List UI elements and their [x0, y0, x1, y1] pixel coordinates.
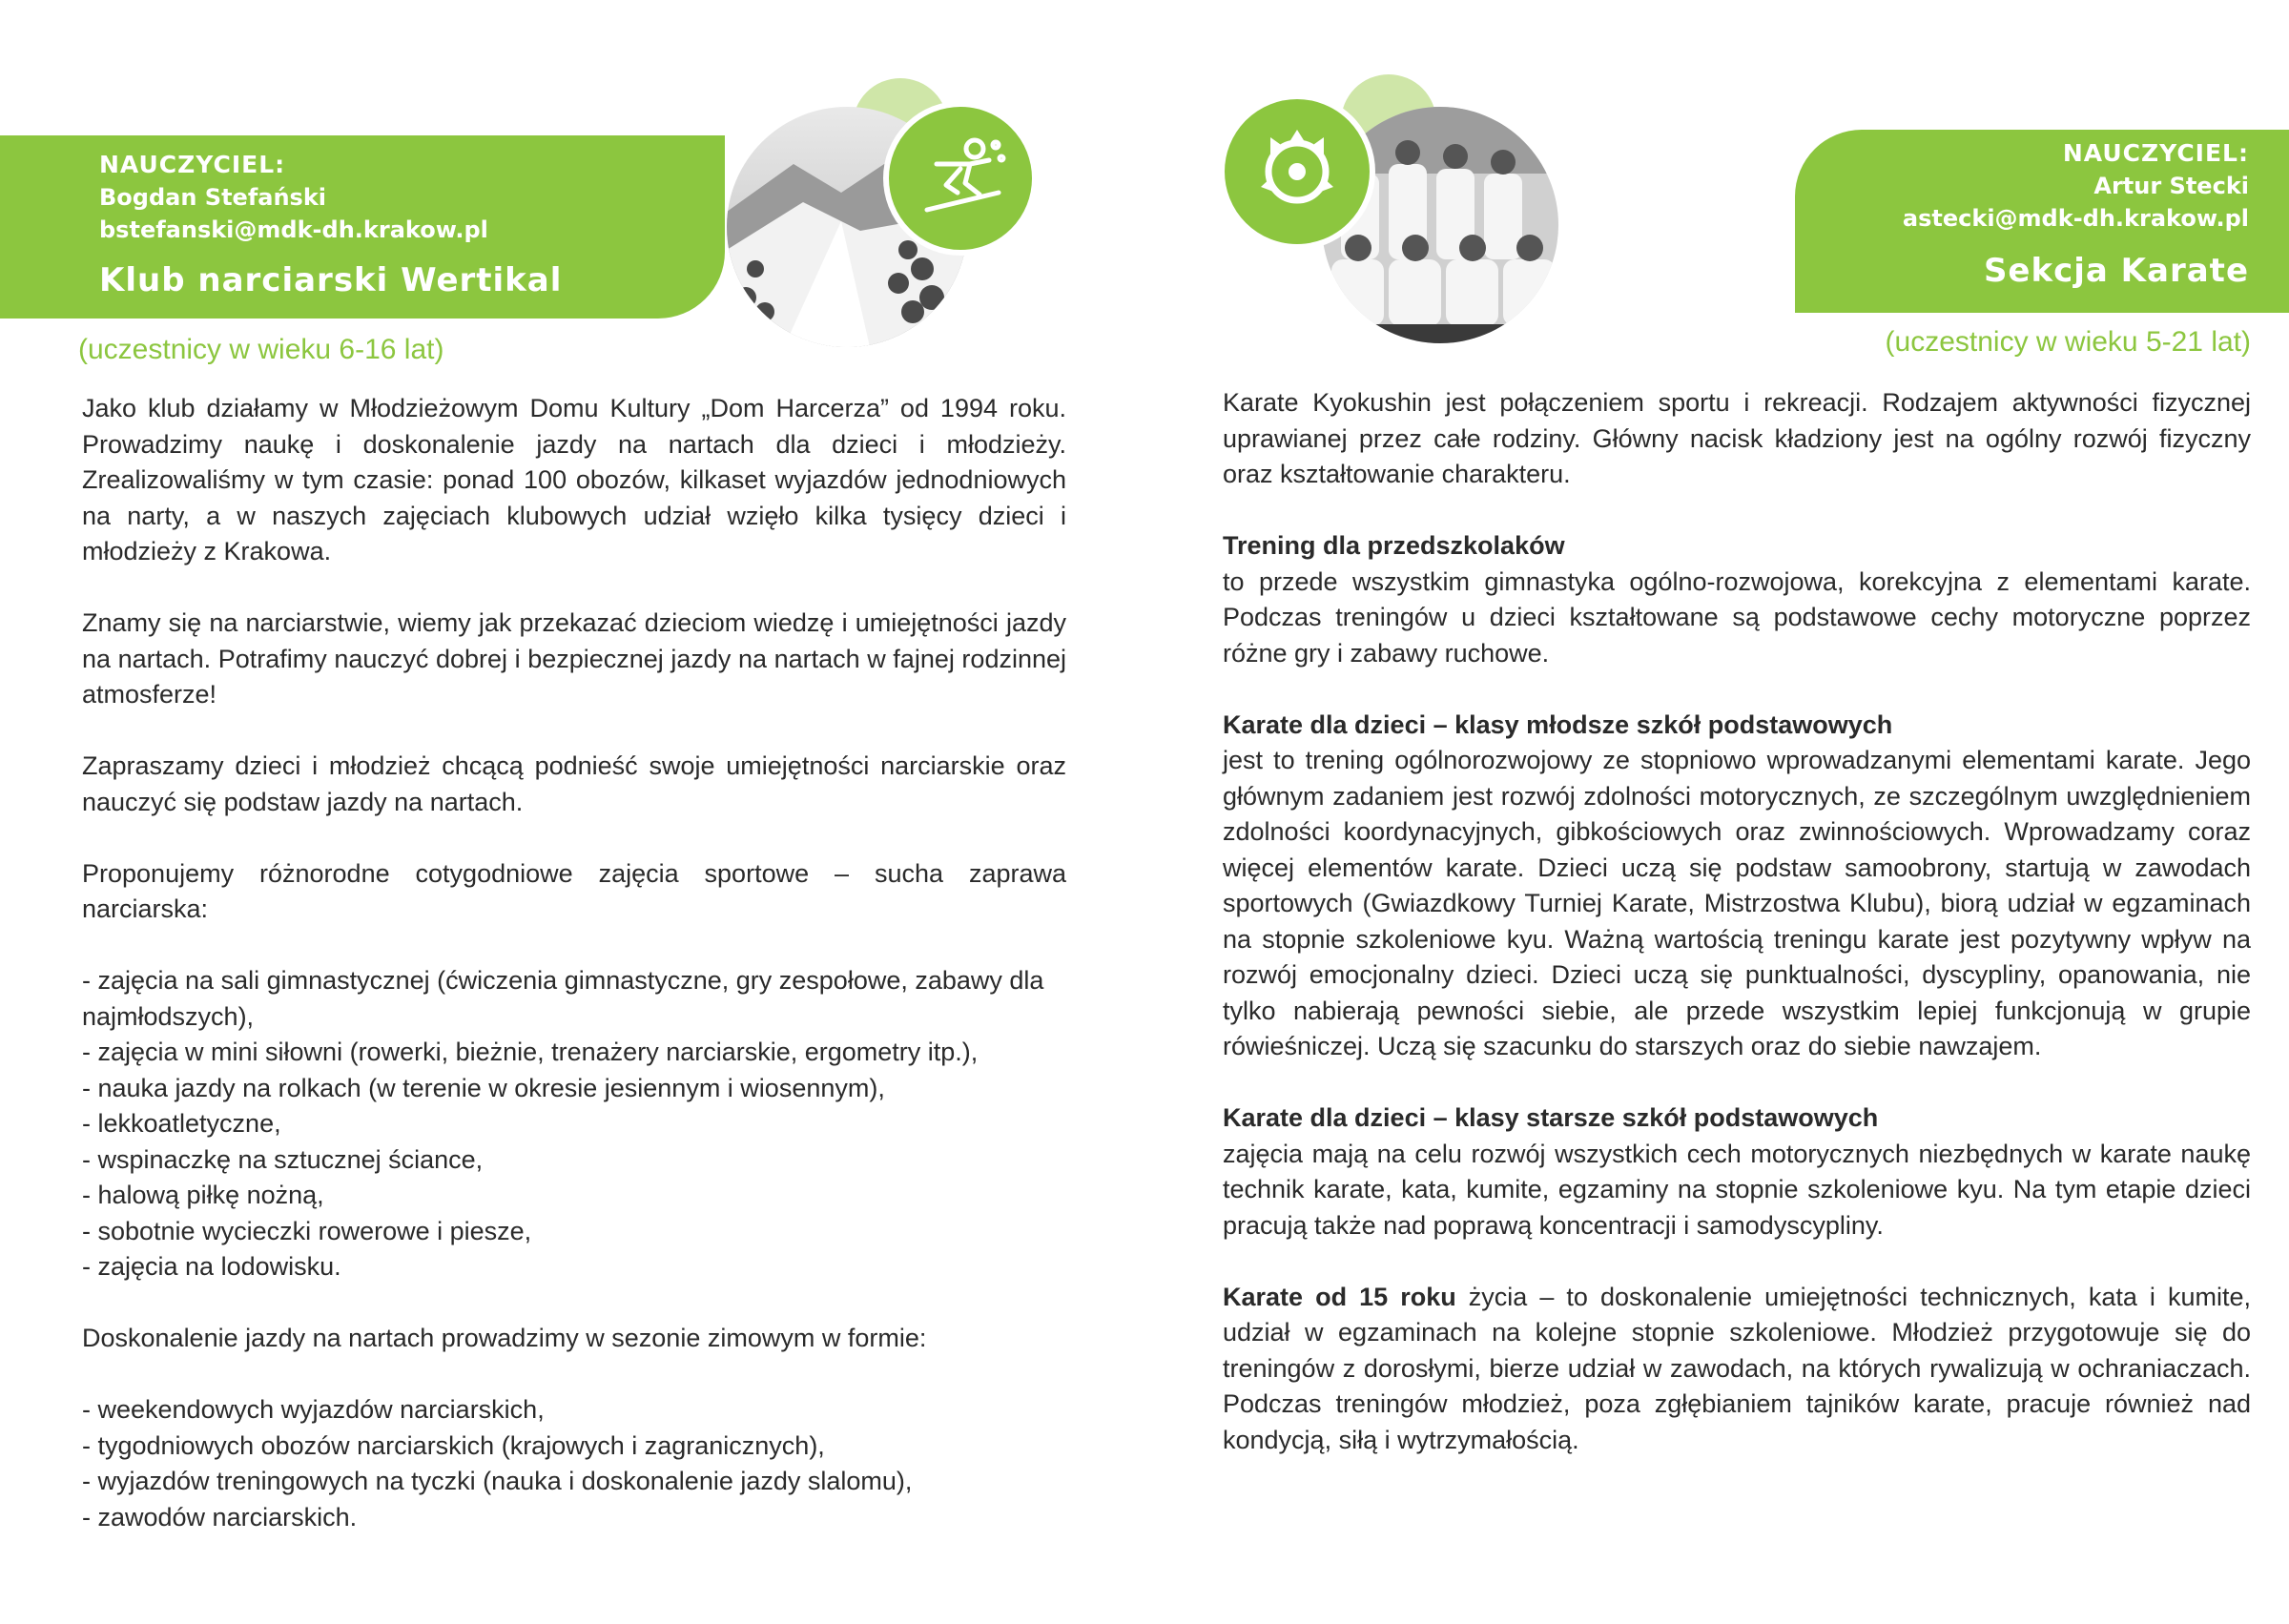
- paragraph: Jako klub działamy w Młodzieżowym Domu Kultury „Dom Harcerza” od 1994 roku. Prowadzimy naukę i doskonalenie jazdy na nartach dla dzieci i młodzieży. Zrealizowaliśmy w tym czasie: ponad 100 obozów, kilkaset wyjazdów jednodniowych na narty, a w naszych zajęciach klubowych udział wzięło kilka tysięcy dzieci i młodzieży z Krakowa.: [82, 394, 1066, 565]
- paragraph: Znamy się na narciarstwie, wiemy jak przekazać dzieciom wiedzę i umiejętności jazdy na nartach. Potrafimy nauczyć dobrej i bezpiecznej jazdy na nartach w fajnej rodzinnej atmosferze!: [82, 608, 1066, 709]
- teacher-block: [1903, 137, 2249, 235]
- header-bar: [0, 135, 725, 319]
- list-item: - tygodniowych obozów narciarskich (krajowych i zagranicznych),: [82, 1430, 825, 1460]
- section: [1223, 1100, 2251, 1244]
- section-text: życia – to doskonalenie umiejętności technicznych, kata i kumite, udział w egzaminach na kolejne stopnie szkoleniowe. Młodzież przygotowuje się do treningów z dorosłymi, bierze udział w zawodach, na których rywalizują w ochraniaczach. Podczas treningów młodzież, poza zgłębianiem tajników karate, pracuje również nad kondycją, siłą i wytrzymałością.: [1223, 1282, 2252, 1454]
- list-item: - lekkoatletyczne,: [82, 1109, 281, 1138]
- right-body: [1223, 385, 2251, 1494]
- club-name: Sekcja Karate: [1983, 252, 2249, 290]
- teacher-email: astecki@mdk-dh.krakow.pl: [1902, 205, 2249, 232]
- paragraph: Proponujemy różnorodne cotygodniowe zajęcia sportowe – sucha zaprawa narciarska:: [82, 858, 1066, 923]
- section: [1223, 528, 2251, 671]
- list-item: - zajęcia w mini siłowni (rowerki, bieżnie, trenażery narciarskie, ergometry itp.),: [82, 1038, 979, 1066]
- teacher-block: [99, 149, 488, 246]
- karate-emblem-icon: [1249, 124, 1345, 219]
- skier-icon: [908, 126, 1013, 231]
- winter-forms-list: [82, 1392, 1066, 1535]
- age-info: (uczestnicy w wieku 6-16 lat): [78, 334, 444, 365]
- activities-list: [82, 963, 1066, 1285]
- list-item: - zawodów narciarskich.: [82, 1502, 358, 1531]
- karate-icon-circle: [1219, 93, 1375, 250]
- paragraph: Zapraszamy dzieci i młodzież chcącą podnieść swoje umiejętności narciarskie oraz nauczyć się podstaw jazdy na nartach.: [82, 751, 1066, 816]
- section-text: to przede wszystkim gimnastyka ogólno-rozwojowa, korekcyjna z elementami karate. Podczas treningów u dzieci kształtowane są podstawowe cechy motoryczne poprzez różne gry i zabawy ruchowe.: [1223, 566, 2251, 668]
- section-heading-inline: Karate od 15 roku: [1223, 1282, 1456, 1311]
- list-item: - halową piłkę nożną,: [82, 1181, 324, 1209]
- header-bar: [1795, 130, 2289, 313]
- list-item: - nauka jazdy na rolkach (w terenie w okresie jesiennym i wiosennym),: [82, 1073, 885, 1102]
- section: [1223, 708, 2251, 1065]
- list-item: - sobotnie wycieczki rowerowe i piesze,: [82, 1216, 532, 1245]
- teacher-label: NAUCZYCIEL:: [99, 151, 286, 178]
- section-heading: Karate dla dzieci – klasy starsze szkół podstawowych: [1223, 1103, 1879, 1132]
- list-item: - wspinaczkę na sztucznej ściance,: [82, 1144, 484, 1174]
- paragraph: Doskonalenie jazdy na nartach prowadzimy w sezonie zimowym w formie:: [82, 1324, 927, 1352]
- age-info: (uczestnicy w wieku 5-21 lat): [1885, 326, 2251, 358]
- paragraph: Karate Kyokushin jest połączeniem sportu i rekreacji. Rodzajem aktywności fizycznej uprawianej przez całe rodziny. Główny nacisk kładziony jest na ogólny rozwój fizyczny oraz kształtowanie charakteru.: [1223, 388, 2251, 488]
- list-item: - wyjazdów treningowych na tyczki (nauka i doskonalenie jazdy slalomu),: [82, 1467, 913, 1495]
- right-page: [1144, 0, 2289, 1624]
- left-page: [0, 0, 1144, 1624]
- list-item: - zajęcia na sali gimnastycznej (ćwiczenia gimnastyczne, gry zespołowe, zabawy dla najmłodszych),: [82, 966, 1044, 1031]
- teacher-name: Bogdan Stefański: [99, 184, 327, 211]
- section-text: zajęcia mają na celu rozwój wszystkich cech motorycznych niezbędnych w karate naukę technik karate, kata, kumite, egzaminy na stopnie szkoleniowe kyu. Na tym etapie dzieci pracują także nad poprawą koncentracji i samodyscypliny.: [1223, 1139, 2251, 1240]
- teacher-label: NAUCZYCIEL:: [2062, 139, 2249, 167]
- teacher-name: Artur Stecki: [2093, 173, 2249, 199]
- section-heading: Trening dla przedszkolaków: [1223, 531, 1565, 560]
- section: [1223, 1280, 2251, 1459]
- section-heading: Karate dla dzieci – klasy młodsze szkół podstawowych: [1223, 709, 1893, 739]
- club-name: Klub narciarski Wertikal: [99, 261, 563, 299]
- list-item: - weekendowych wyjazdów narciarskich,: [82, 1395, 545, 1424]
- list-item: - zajęcia na lodowisku.: [82, 1252, 341, 1281]
- teacher-email: bstefanski@mdk-dh.krakow.pl: [99, 216, 488, 243]
- skier-icon-circle: [883, 101, 1038, 256]
- section-text: jest to trening ogólnorozwojowy ze stopniowo wprowadzanymi elementami karate. Jego głównym zadaniem jest rozwój zdolności motorycznych, ze szczególnym uwzględnieniem zdolności koordynacyjnych, gibkościowych oraz zwinnościowych. Wprowadzamy coraz więcej elementów karate. Dzieci uczą się podstaw samoobrony, startują w zawodach sportowych (Gwiazdkowy Turniej Karate, Mistrzostwa Klubu), biorą udział w egzaminach na stopnie szkoleniowe kyu. Ważną wartością treningu karate jest pozytywny wpływ na rozwój emocjonalny dzieci. Dzieci uczą się punktualności, dyscypliny, opanowania, nie tylko nabierają pewności siebie, ale przede wszystkim lepiej funkcjonują w grupie rówieśniczej. Uczą się szacunku do starszych oraz do siebie nawzajem.: [1223, 746, 2251, 1060]
- left-body: [82, 391, 1066, 1572]
